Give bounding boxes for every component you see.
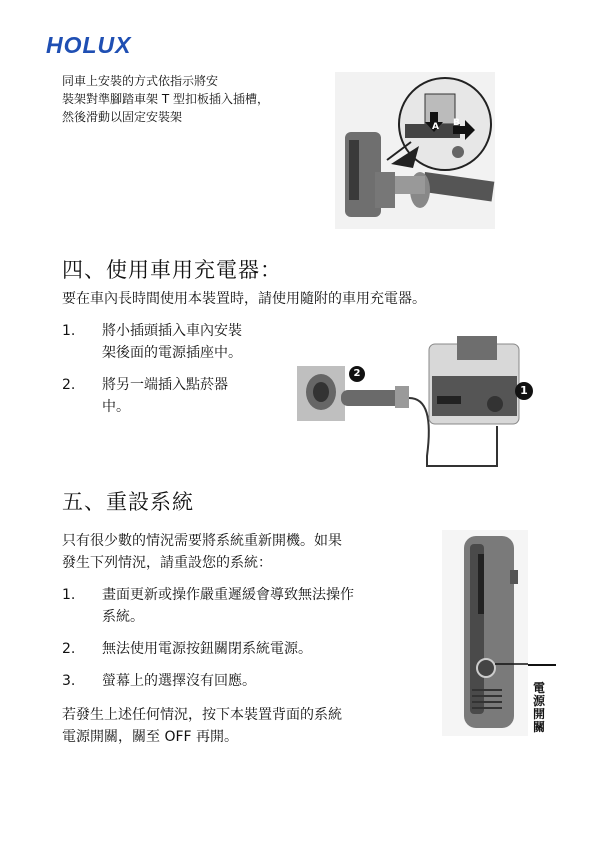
step-number: 3.: [62, 673, 76, 689]
intro-line: 然後滑動以固定安裝架: [62, 110, 183, 124]
section4-step: [62, 320, 242, 364]
step-line: 系統。: [102, 609, 144, 625]
figure-label-b: B: [453, 118, 460, 128]
step-line: 將另一端插入點菸器: [102, 377, 228, 393]
bike-mount-figure: [335, 72, 495, 229]
lead-line: 發生下列情況，請重設您的系統：: [62, 555, 272, 571]
car-charger-illustration: [297, 326, 533, 486]
section4-heading: 四、使用車用充電器：: [62, 258, 282, 282]
power-switch-figure: [442, 530, 528, 736]
figure-label-a: A: [432, 122, 439, 132]
leader-line: [528, 664, 556, 666]
section4-step: [62, 374, 228, 418]
lead-line: 只有很少數的情況需要將系統重新開機。如果: [62, 533, 342, 549]
section5-heading: 五、重設系統: [62, 490, 194, 514]
step-number: 2.: [62, 641, 76, 657]
section5-step: [62, 638, 312, 660]
step-line: 架後面的電源插座中。: [102, 345, 242, 361]
step-number: 1.: [62, 323, 76, 339]
step-number: 2.: [62, 377, 76, 393]
section5-closing: [62, 704, 342, 748]
section4-lead: 要在車內長時間使用本裝置時，請使用隨附的車用充電器。: [62, 291, 426, 307]
section5-lead: [62, 530, 342, 574]
step-line: 將小插頭插入車內安裝: [102, 323, 242, 339]
brand-logo: HOLUX: [46, 32, 132, 58]
power-switch-label: 電 源 開 關: [532, 681, 545, 734]
intro-text: [62, 72, 269, 126]
section5-step: [62, 584, 354, 628]
step-line: 無法使用電源按鈕關閉系統電源。: [102, 641, 312, 657]
closing-line: 若發生上述任何情況，按下本裝置背面的系統: [62, 707, 342, 723]
car-charger-figure: [297, 326, 533, 486]
callout-badge-1: 1: [515, 382, 533, 400]
closing-line: 電源開關，關至 OFF 再開。: [62, 729, 239, 745]
intro-line: 裝架對準腳踏車架 T 型扣板插入插槽，: [62, 92, 269, 106]
intro-line: 同車上安裝的方式依指示將安: [62, 74, 219, 88]
callout-badge-2: 2: [349, 366, 365, 382]
device-side-illustration: [442, 530, 528, 736]
bike-mount-illustration: [335, 72, 495, 229]
section5-step: [62, 670, 256, 692]
step-line: 畫面更新或操作嚴重遲緩會導致無法操作: [102, 587, 354, 603]
step-line: 螢幕上的選擇沒有回應。: [102, 673, 256, 689]
step-number: 1.: [62, 587, 76, 603]
step-line: 中。: [102, 399, 130, 415]
